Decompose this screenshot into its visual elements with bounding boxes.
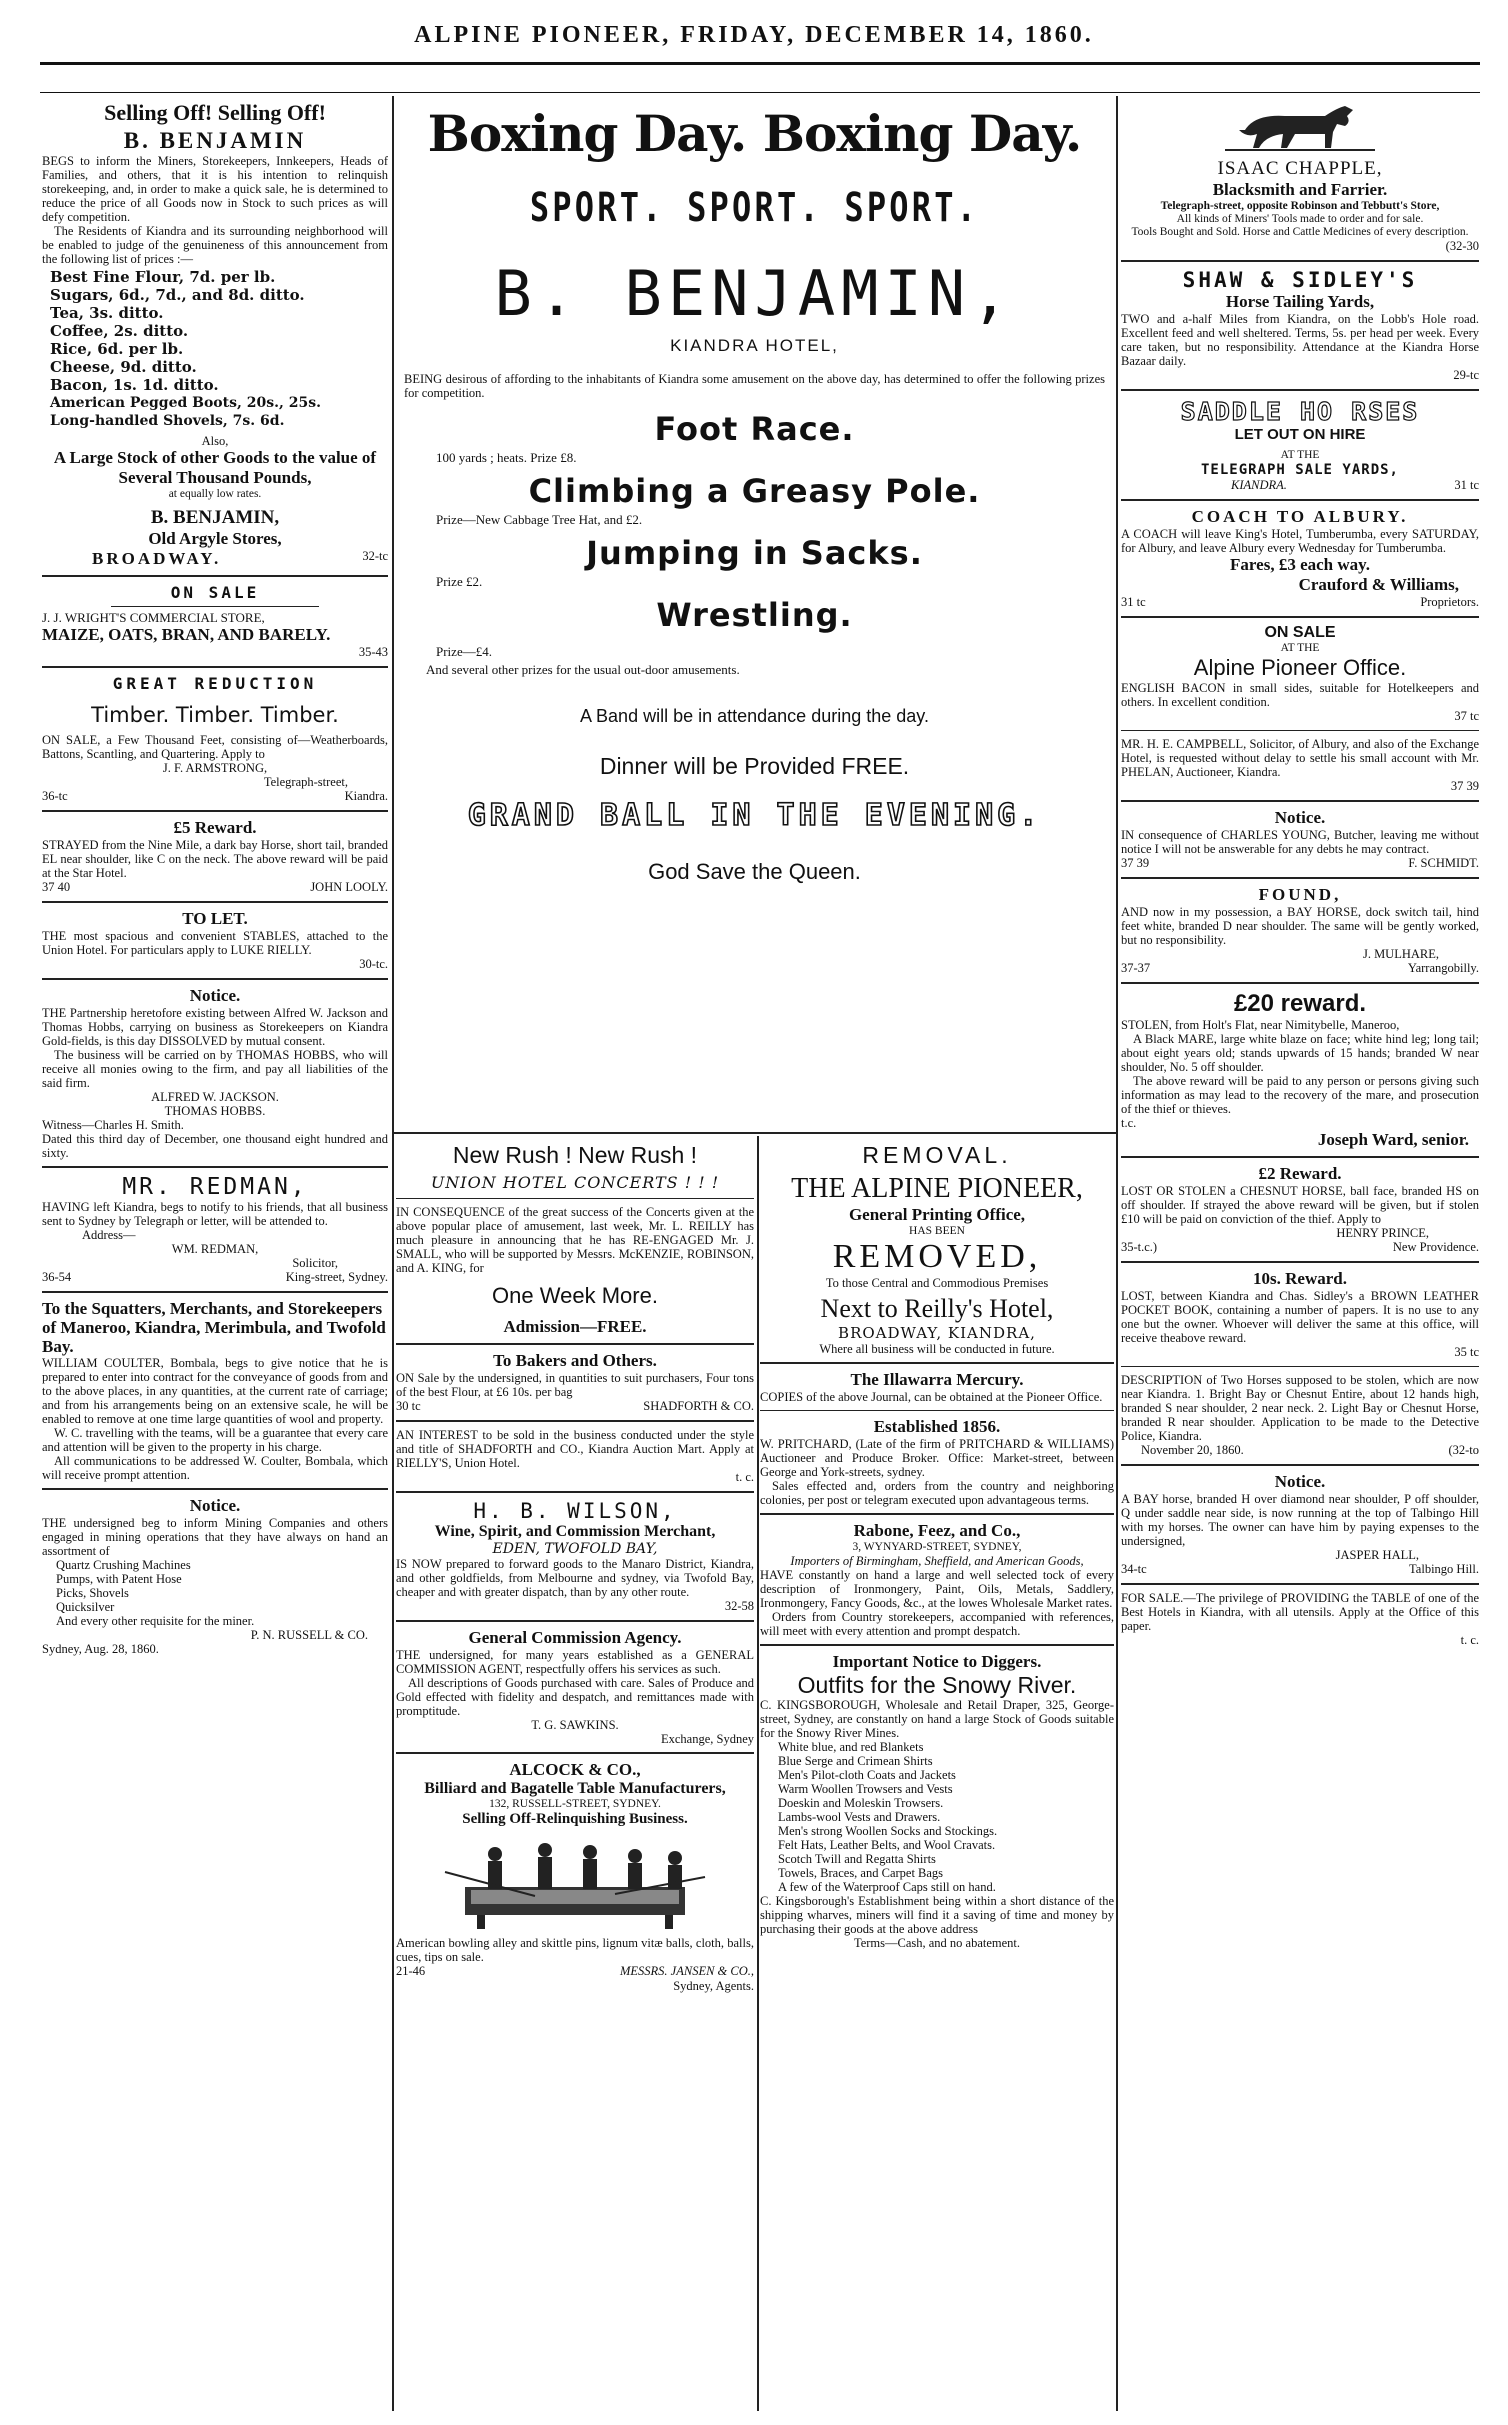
price-item: American Pegged Boots, 20s., 25s. [50, 395, 321, 411]
benjamin-name: B. BENJAMIN [123, 128, 307, 153]
sacks-prize: Prize £2. [436, 574, 483, 589]
armstrong-name: J. F. ARMSTRONG, [162, 761, 268, 775]
bakers-heading: To Bakers and Others. [493, 1351, 657, 1370]
column-divider-2 [757, 1136, 759, 2411]
notice2-date: Sydney, Aug. 28, 1860. [42, 1642, 159, 1656]
for-sale-body: FOR SALE.—The privilege of PROVIDING the TABLE of one of the Best Hotels in Kiandra, with all utensils. Apply at the Office of this paper. [1121, 1591, 1479, 1633]
on-sale-heading: ON SALE [170, 583, 260, 602]
selling-off-heading: Selling Off! Selling Off! [104, 100, 326, 125]
chapple-body-2: Tools Bought and Sold. Horse and Cattle Medicines of every description. [1131, 226, 1469, 238]
redman-title: Solicitor, [292, 1256, 338, 1270]
horse-tailing-heading: Horse Tailing Yards, [1225, 292, 1375, 311]
column-3b [760, 1142, 1114, 2412]
rabone-body: HAVE constantly on hand a large and well selected tock of every description of Ironmongery, Paint, Oils, Metals, Saddlery, Ironmongery, Fancy Goods, &c., at the lowes Wholesale Market rates. [760, 1568, 1114, 1610]
fares-line: Fares, £3 each way. [1230, 555, 1370, 574]
ref-number: 34-tc [1121, 1562, 1147, 1576]
list-item: And every other requisite for the miner. [56, 1614, 255, 1628]
ref-number: 37 40 [42, 880, 71, 894]
list-item: Picks, Shovels [56, 1586, 129, 1600]
notice2-body: THE undersigned beg to inform Mining Companies and others engaged in mining operations that they have always on hand an assortment of [42, 1516, 388, 1558]
established-heading: Established 1856. [873, 1417, 1001, 1436]
ref-number: (32-30 [1445, 239, 1479, 253]
proprietors: Proprietors. [1420, 595, 1479, 609]
wilson-body: IS NOW prepared to forward goods to the Manaro District, Kiandra, and other goldfields, from Melbourne and sydney, via Twofold Bay, cheaper and with greater dispatch, than by any other route. [396, 1557, 754, 1599]
boxing-day-title: Boxing Day. Boxing Day. [427, 104, 1082, 163]
alcock-address: 132, RUSSELL-STREET, SYDNEY. [489, 1798, 661, 1810]
ref-number: (32-to [1448, 1443, 1479, 1457]
price-item: Tea, 3s. ditto. [50, 304, 164, 322]
wright-store: J. J. WRIGHT'S COMMERCIAL STORE, [42, 610, 265, 625]
list-item: Lambs-wool Vests and Drawers. [778, 1810, 941, 1824]
pritchard-body: W. PRITCHARD, (Late of the firm of PRITCHARD & WILLIAMS) Auctioneer and Produce Broker. Office: Market-street, between George and York-streets, sydney. [760, 1437, 1114, 1479]
list-item: White blue, and red Blankets [778, 1740, 924, 1754]
rabone-heading: Rabone, Feez, and Co., [853, 1521, 1021, 1540]
billiard-table-engraving [425, 1832, 725, 1932]
illawarra-body: COPIES of the above Journal, can be obtained at the Pioneer Office. [760, 1390, 1103, 1404]
to-let-heading: TO LET. [182, 909, 248, 928]
column-divider-3 [1116, 96, 1118, 2411]
maize-line: MAIZE, OATS, BRAN, AND BARELY. [42, 625, 331, 644]
timber-heading: Timber. Timber. Timber. [91, 703, 339, 727]
notice1-date: Dated this third day of December, one thousand eight hundred and sixty. [42, 1132, 388, 1160]
removed-heading: REMOVED, [832, 1238, 1042, 1275]
reward2-body: LOST OR STOLEN a CHESNUT HORSE, ball face, branded HS on off shoulder. If strayed the above reward will be given, but if stolen £10 will be paid on conviction of the thief. Apply to [1121, 1184, 1479, 1226]
notice2-heading: Notice. [189, 1496, 241, 1515]
price-item: Coffee, 2s. ditto. [50, 322, 189, 340]
agency-heading: General Commission Agency. [468, 1628, 682, 1647]
reward20-signature: Joseph Ward, senior. [1317, 1130, 1469, 1149]
benjamin-heading: B. BENJAMIN, [494, 257, 1015, 330]
kiandra-text: KIANDRA. [1231, 478, 1287, 492]
coulter-body-3: All communications to be addressed W. Coulter, Bombala, which will receive prompt attention. [42, 1454, 388, 1482]
union-concerts: UNION HOTEL CONCERTS ! ! ! [430, 1173, 720, 1192]
sacks-heading: Jumping in Sacks. [586, 534, 923, 572]
reward20-body: STOLEN, from Holt's Flat, near Nimitybelle, Maneroo, [1121, 1018, 1400, 1032]
ref-number: t. c. [735, 1470, 754, 1484]
hall-place: Talbingo Hill. [1409, 1562, 1479, 1576]
telegraph-yards: TELEGRAPH SALE YARDS, [1200, 462, 1399, 478]
price-item: Sugars, 6d., 7d., and 8d. ditto. [50, 286, 305, 304]
ref-number: 30 tc [396, 1399, 421, 1413]
reward20-body-3: The above reward will be paid to any person or persons giving such information as may lead to the recovery of the mare, and prosecution of the thief or thieves. [1121, 1074, 1479, 1116]
union-body: IN CONSEQUENCE of the great success of the Concerts given at the above popular place of amusement, last week, Mr. L. REILLY has much pleasure in announcing that he has RE-ENGAGED Mr. J. SMALL, who will be supported by Messrs. McKENZIE, ROBINSON, and A. KING, for [396, 1205, 754, 1275]
removal-heading: REMOVAL. [862, 1142, 1012, 1168]
price-list [50, 268, 388, 430]
at-the: AT THE [1280, 449, 1320, 461]
let-out-heading: LET OUT ON HIRE [1234, 426, 1366, 443]
printing-office: General Printing Office, [848, 1205, 1026, 1224]
coulter-body: WILLIAM COULTER, Bombala, begs to give notice that he is prepared to enter into contract for the conveyance of goods from and to the above places, in any quantities, at the current rate of carriage; and from his arrangements being on an extensive scale, he will be enabled to remove at one time large quantities of wool and property. [42, 1356, 388, 1426]
ref-number: 35-t.c.) [1121, 1240, 1158, 1254]
boxing-day-ad [396, 100, 1113, 1130]
shaw-sidley-heading: SHAW & SIDLEY'S [1182, 268, 1418, 292]
bakers-body: ON Sale by the undersigned, in quantities to suit purchasers, Four tons of the best Flour, at £6 10s. per bag [396, 1371, 754, 1399]
boxing-intro: BEING desirous of affording to the inhabitants of Kiandra some amusement on the above day, has determined to offer the following prizes for competition. [404, 372, 1105, 400]
reward20-body-2: A Black MARE, large white blaze on face; white hind leg; long tail; about eight years old; stands upwards of 15 hands; branded W near shoulder, No. 5 off shoulder. [1121, 1032, 1479, 1074]
young-body: IN consequence of CHARLES YOUNG, Butcher, leaving me without notice I will not be answerable for any debts he may contract. [1121, 828, 1479, 856]
notice2-signature: P. N. RUSSELL & CO. [250, 1628, 368, 1642]
crauford-williams: Crauford & Williams, [1298, 575, 1459, 594]
alcock-signature-2: Sydney, Agents. [673, 1979, 754, 1993]
coach-heading: COACH TO ALBURY. [1191, 507, 1409, 526]
list-item: Warm Woollen Trowsers and Vests [778, 1782, 953, 1796]
shaw-body: TWO and a-half Miles from Kiandra, on the Lobb's Hole road. Excellent feed and well sheltered. Terms, 5s. per head per week. Every care taken, but no responsibility. Attendance at the Kiandra Horse Bazaar daily. [1121, 312, 1479, 368]
ref-number: t. c. [1460, 1633, 1479, 1647]
rabone-body-2: Orders from Country storekeepers, accompanied with references, will meet with every attention and prompt despatch. [760, 1610, 1114, 1638]
ref-number: 37 tc [1454, 709, 1479, 723]
illawarra-heading: The Illawarra Mercury. [850, 1370, 1024, 1389]
horse-engraving [1225, 100, 1375, 158]
foot-race-prize: 100 yards ; heats. Prize £8. [436, 450, 577, 465]
list-item: Quicksilver [56, 1600, 115, 1614]
kiandra-hotel: KIANDRA HOTEL, [670, 336, 839, 355]
kingsborough-body-2: C. Kingsborough's Establishment being within a short distance of the shipping wharves, miners will find it a saving of time and money by purchasing their goods at the above address [760, 1894, 1114, 1936]
rabone-address: 3, WYNYARD-STREET, SYDNEY, [852, 1541, 1022, 1553]
chapple-heading: ISAAC CHAPPLE, [1217, 158, 1383, 179]
band-line: A Band will be in attendance during the day. [580, 706, 929, 726]
list-item: Quartz Crushing Machines [56, 1558, 191, 1572]
list-item: Scotch Twill and Regatta Shirts [778, 1852, 936, 1866]
ref-number: 31 tc [1454, 478, 1479, 492]
price-item: Long-handled Shovels, 7s. 6d. [50, 413, 285, 429]
ref-number: 30-tc. [359, 957, 388, 971]
list-item: Men's strong Woollen Socks and Stockings. [778, 1824, 998, 1838]
kingsborough-terms: Terms—Cash, and no abatement. [853, 1936, 1021, 1950]
list-item: Felt Hats, Leather Belts, and Wool Cravats. [778, 1838, 996, 1852]
ref-number: 35-43 [358, 645, 388, 659]
to-let-body: THE most spacious and convenient STABLES, attached to the Union Hotel. For particulars apply to LUKE RIELLY. [42, 929, 388, 957]
reward2-place: New Providence. [1392, 1240, 1479, 1254]
column-4 [1121, 100, 1479, 2410]
list-item: A few of the Waterproof Caps still on hand. [778, 1880, 996, 1894]
ref-number: 29-tc [1453, 368, 1479, 382]
notice1-witness: Witness—Charles H. Smith. [42, 1118, 184, 1132]
boxing-bottom-rule [394, 1132, 1116, 1134]
wilson-trade: Wine, Spirit, and Commission Merchant, [434, 1523, 716, 1540]
ref-number: 36-54 [42, 1270, 72, 1284]
wrestling-heading: Wrestling. [656, 596, 853, 634]
dinner-line: Dinner will be Provided FREE. [599, 753, 910, 779]
low-rates: at equally low rates. [168, 488, 262, 500]
price-item: Cheese, 9d. ditto. [50, 358, 197, 376]
notice1-heading: Notice. [189, 986, 241, 1005]
next-to-reillys: Next to Reilly's Hotel, [820, 1294, 1054, 1323]
selling-off-business: Selling Off-Relinquishing Business. [462, 1811, 688, 1827]
column-1 [42, 100, 388, 2410]
masthead: ALPINE PIONEER, FRIDAY, DECEMBER 14, 1860. [414, 22, 1094, 48]
admission-free: Admission—FREE. [503, 1317, 647, 1336]
reward5-body: STRAYED from the Nine Mile, a dark bay Horse, short tail, branded EL near shoulder, like C on the neck. The above reward will be paid at the Star Hotel. [42, 838, 388, 880]
notice1-body: THE Partnership heretofore existing between Alfred W. Jackson and Thomas Hobbs, carrying on business as Storekeepers on Kiandra Gold-fields, is this day DISSOLVED by mutual consent. [42, 1006, 388, 1048]
ref-number: 36-tc [42, 789, 68, 803]
chapple-address: Telegraph-street, opposite Robinson and Tebbutt's Store, [1160, 200, 1440, 212]
ref-number: 31 tc [1121, 595, 1146, 609]
list-item: Pumps, with Patent Hose [56, 1572, 182, 1586]
masthead-rule-bottom [40, 92, 1480, 93]
alcock-heading: ALCOCK & CO., [509, 1760, 641, 1779]
reward5-heading: £5 Reward. [173, 818, 257, 837]
agency-address: Exchange, Sydney [660, 1732, 754, 1746]
benjamin-body: BEGS to inform the Miners, Storekeepers, Innkeepers, Heads of Families, and others, that it is his intention to relinquish storekeeping, and, in order to make a quick sale, he is determined to reduce the price of all Goods now in Stock to such prices as will defy competition. [42, 154, 388, 224]
broadway-text: BROADWAY. [92, 549, 222, 568]
bakers-signature: SHADFORTH & CO. [643, 1399, 754, 1413]
ref-number: 37 39 [1450, 779, 1479, 793]
sport-heading: SPORT. SPORT. SPORT. [529, 185, 980, 231]
agency-body-2: All descriptions of Goods purchased with care. Sales of Produce and Gold effected with fidelity and despatch, and remittances made with promptitude. [396, 1676, 754, 1718]
ref-number: 21-46 [396, 1964, 426, 1978]
old-argyle-stores: Old Argyle Stores, [148, 529, 282, 548]
has-been: HAS BEEN [909, 1225, 965, 1237]
notice2-items [56, 1558, 388, 1628]
great-reduction-heading: GREAT REDUCTION [112, 674, 318, 693]
found-heading: FOUND, [1258, 885, 1342, 904]
found-place: Yarrangobilly. [1407, 961, 1479, 975]
coulter-body-2: W. C. travelling with the teams, will be a guarantee that every care and attention will be given to the property in his charge. [42, 1426, 388, 1454]
ref-number: t.c. [1121, 1116, 1137, 1130]
hall-body: A BAY horse, branded H over diamond near shoulder, P off shoulder, Q under saddle near side, is now running at the top of Talbingo Hill with my horses. The owner can have him by paying expenses to the undersigned, [1121, 1492, 1479, 1548]
list-item: Towels, Braces, and Carpet Bags [778, 1866, 944, 1880]
saddle-horses-heading: SADDLE HO RSES [1180, 397, 1420, 426]
notice2-heading: Notice. [1274, 1472, 1326, 1491]
young-signature: F. SCHMIDT. [1408, 856, 1479, 870]
notice1-signature-1: ALFRED W. JACKSON. [151, 1090, 279, 1104]
found-signature: J. MULHARE, [1362, 947, 1439, 961]
agency-signature: T. G. SAWKINS. [531, 1718, 619, 1732]
kingsborough-body: C. KINGSBOROUGH, Wholesale and Retail Draper, 325, George-street, Sydney, are constantly on hand a large Stock of Goods suitable for the Snowy River Mines. [760, 1698, 1114, 1740]
redman-body: HAVING left Kiandra, begs to notify to his friends, that all business sent to Sydney by Telegraph or letter, will be attended to. [42, 1200, 388, 1228]
rabone-trade: Importers of Birmingham, Sheffield, and American Goods, [790, 1554, 1084, 1568]
god-save-queen: God Save the Queen. [648, 859, 861, 884]
horses-body: DESCRIPTION of Two Horses supposed to be stolen, which are now near Kiandra. 1. Bright Bay or Chesnut Entire, about 12 hands high, branded S near shoulder, 2 near neck. 2. Light Bay or Chesnut Horse, branded R near shoulder. Application to be made to the Detective Police, Kiandra. [1121, 1373, 1479, 1443]
reward10-body: LOST, between Kiandra and Chas. Sidley's a BROWN LEATHER POCKET BOOK, containing a number of papers. It is no use to any one but the owner. Whoever will deliver the same at this office, will receive theabove reward. [1121, 1289, 1479, 1345]
found-body: AND now in my possession, a BAY HORSE, dock switch tail, hind feet white, branded D near shoulder. The same will be gently worked, but no responsibility. [1121, 905, 1479, 947]
ref-number: 32-tc [362, 549, 388, 563]
wilson-place: EDEN, TWOFOLD BAY, [492, 1541, 658, 1557]
list-item: Blue Serge and Crimean Shirts [778, 1754, 933, 1768]
blacksmith-heading: Blacksmith and Farrier. [1212, 180, 1388, 199]
alcock-body: American bowling alley and skittle pins, lignum vitæ balls, cloth, balls, cues, tips on sale. [396, 1936, 754, 1964]
squatters-heading: To the Squatters, Merchants, and Storekeepers of Maneroo, Kiandra, Merimbula, and Twofold Bay. [42, 1299, 386, 1356]
reward2-signature: HENRY PRINCE, [1336, 1226, 1429, 1240]
redman-address-label: Address— [82, 1228, 136, 1242]
ref-number: 32-58 [724, 1599, 754, 1613]
ref-number: 37-37 [1121, 961, 1151, 975]
wrestling-prize: Prize—£4. [436, 644, 492, 659]
armstrong-town: Kiandra. [344, 789, 388, 803]
price-item: Best Fine Flour, 7d. per lb. [50, 268, 276, 286]
greasy-pole-prize: Prize—New Cabbage Tree Hat, and £2. [436, 512, 643, 527]
bacon-body: ENGLISH BACON in small sides, suitable for Hotelkeepers and others. In excellent condition. [1121, 681, 1479, 709]
wilson-heading: H. B. WILSON, [473, 1499, 677, 1523]
pritchard-body-2: Sales effected and, orders from the country and neighboring colonies, per post or telegram executed upon advantageous terms. [760, 1479, 1114, 1507]
kingsborough-items [778, 1740, 1114, 1894]
campbell-body: MR. H. E. CAMPBELL, Solicitor, of Albury, and also of the Exchange Hotel, is requested without delay to settle his small account with Mr. PHELAN, Auctioneer, Kiandra. [1121, 737, 1479, 779]
benjamin-body-2: The Residents of Kiandra and its surrounding neighborhood will be enabled to judge of the genuineness of this announcement from the following list of prices :— [42, 224, 388, 266]
redman-name: WM. REDMAN, [171, 1242, 259, 1256]
redman-street: King-street, Sydney. [285, 1270, 388, 1284]
interest-body: AN INTEREST to be sold in the business conducted under the style and title of SHADFORTH and CO., Kiandra Auction Mart. Apply at RIELLY'S, Union Hotel. [396, 1428, 754, 1470]
on-sale-heading-2: ON SALE [1264, 624, 1336, 641]
agency-body: THE undersigned, for many years established as a GENERAL COMMISSION AGENT, respectfully offers his services as such. [396, 1648, 754, 1676]
redman-heading: MR. REDMAN, [122, 1174, 308, 1200]
future-line: Where all business will be conducted in future. [819, 1342, 1055, 1356]
reward10-heading: 10s. Reward. [1253, 1269, 1347, 1288]
benjamin-signature: B. BENJAMIN, [150, 507, 280, 528]
list-item: Doeskin and Moleskin Trowsers. [778, 1796, 944, 1810]
foot-race-heading: Foot Race. [654, 410, 855, 448]
billiard-heading: Billiard and Bagatelle Table Manufacturers, [424, 1780, 726, 1797]
column-3a [396, 1142, 754, 2412]
at-the-2: AT THE [1280, 642, 1320, 654]
also-text: Also, [201, 434, 229, 448]
timber-body: ON SALE, a Few Thousand Feet, consisting of—Weatherboards, Battons, Scantling, and Quartering. Apply to [42, 733, 388, 761]
horses-date: November 20, 1860. [1141, 1443, 1244, 1457]
price-item: Bacon, 1s. 1d. ditto. [50, 376, 219, 394]
broadway-kiandra: BROADWAY, KIANDRA, [838, 1324, 1036, 1342]
ref-number: 37 39 [1121, 856, 1150, 870]
new-rush-heading: New Rush ! New Rush ! [452, 1142, 698, 1168]
hall-signature: JASPER HALL, [1335, 1548, 1419, 1562]
outfits-heading: Outfits for the Snowy River. [797, 1672, 1077, 1698]
reward5-name: JOHN LOOLY. [310, 880, 388, 894]
grand-ball-heading: GRAND BALL IN THE EVENING. [467, 798, 1042, 833]
greasy-pole-heading: Climbing a Greasy Pole. [528, 472, 981, 510]
column-divider-1 [392, 96, 394, 2411]
coach-body: A COACH will leave King's Hotel, Tumberumba, every SATURDAY, for Albury, and leave Albury every Wednesday for Tumberumba. [1121, 527, 1479, 555]
one-week-more: One Week More. [492, 1283, 658, 1308]
notice1-body-2: The business will be carried on by THOMAS HOBBS, who will receive all monies owing to the firm, and pay all liabilities of the said firm. [42, 1048, 388, 1090]
alcock-signature: MESSRS. JANSEN & CO., [619, 1964, 754, 1978]
ref-number: 35 tc [1454, 1345, 1479, 1359]
reward2-heading: £2 Reward. [1258, 1164, 1342, 1183]
notice-heading: Notice. [1274, 808, 1326, 827]
chapple-body: All kinds of Miners' Tools made to order and for sale. [1176, 213, 1424, 225]
notice1-signature-2: THOMAS HOBBS. [164, 1104, 266, 1118]
large-stock: A Large Stock of other Goods to the value of Several Thousand Pounds, [53, 448, 377, 487]
price-item: Rice, 6d. per lb. [50, 340, 184, 358]
other-prizes: And several other prizes for the usual out-door amusements. [426, 662, 740, 677]
armstrong-address: Telegraph-street, [263, 775, 348, 789]
premises-line: To those Central and Commodious Premises [825, 1276, 1049, 1290]
list-item: Men's Pilot-cloth Coats and Jackets [778, 1768, 956, 1782]
masthead-rule-top [40, 62, 1480, 65]
pioneer-office-heading: Alpine Pioneer Office. [1193, 655, 1407, 680]
diggers-heading: Important Notice to Diggers. [832, 1652, 1042, 1671]
reward20-heading: £20 reward. [1233, 990, 1367, 1017]
alpine-pioneer-name: THE ALPINE PIONEER, [791, 1173, 1083, 1204]
